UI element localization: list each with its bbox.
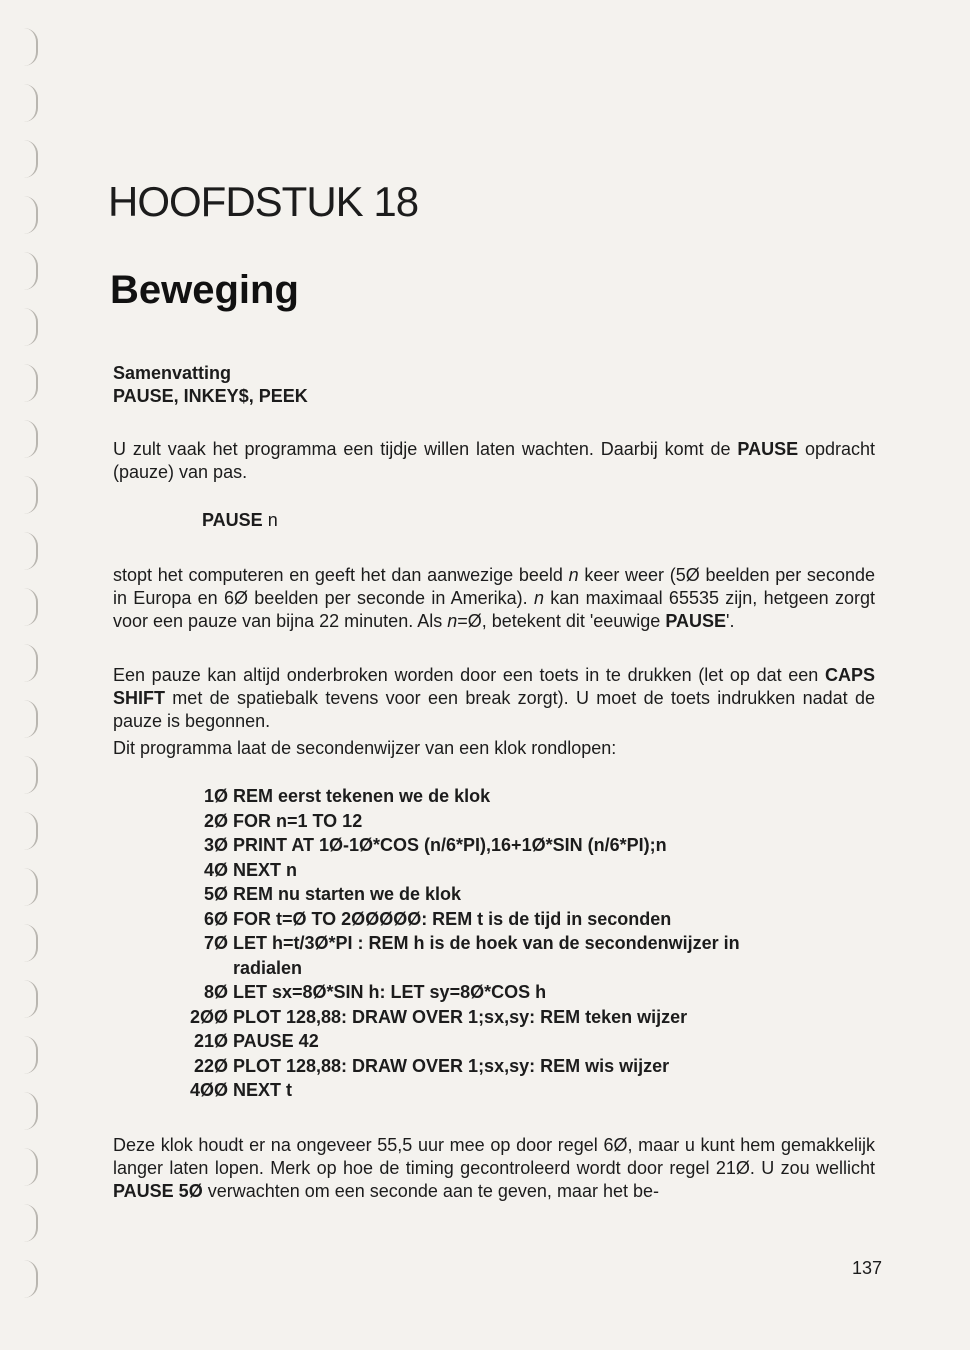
- binding-ring: [22, 420, 38, 458]
- binding-ring: [22, 1204, 38, 1242]
- binding-ring: [22, 140, 38, 178]
- page-title: Beweging: [110, 268, 299, 312]
- page-number: 137: [852, 1258, 883, 1278]
- intro-paragraph: U zult vaak het programma een tijdje willen laten wachten. Daarbij komt de PAUSE opdracht (pauze) van pas.: [113, 439, 875, 482]
- binding-ring: [22, 196, 38, 234]
- binding-ring: [22, 700, 38, 738]
- binding-ring: [22, 364, 38, 402]
- summary-block: [113, 362, 308, 408]
- program-intro: Dit programma laat de secondenwijzer van een klok rondlopen:: [113, 738, 617, 758]
- binding-ring: [22, 812, 38, 850]
- syntax-example: PAUSE n: [202, 510, 278, 530]
- binding-ring: [22, 756, 38, 794]
- binding-ring: [22, 1036, 38, 1074]
- binding-ring: [22, 308, 38, 346]
- binding-ring: [22, 588, 38, 626]
- binding-ring: [22, 644, 38, 682]
- binding-ring: [22, 1148, 38, 1186]
- summary-keywords: PAUSE, INKEY$, PEEK: [113, 386, 308, 406]
- binding-ring: [22, 1260, 38, 1298]
- chapter-heading: HOOFDSTUK 18: [108, 178, 419, 225]
- binding-ring: [22, 476, 38, 514]
- break-explanation: Een pauze kan altijd onderbroken worden door een toets in te drukken (let op dat een CAPS SHIFT met de spatiebalk tevens voor een break zorgt). U moet de toets indrukken nadat de pauze is begonnen.: [113, 665, 875, 731]
- binding-ring: [22, 252, 38, 290]
- spiral-binding: [0, 0, 60, 1350]
- closing-paragraph: Deze klok houdt er na ongeveer 55,5 uur mee op door regel 6Ø, maar u kunt hem gemakkelijk langer laten lopen. Merk op hoe de timing gecontroleerd wordt door regel 21Ø. U zou wellicht PAUSE 5Ø verwachten om een seconde aan te geven, maar het be-: [113, 1135, 875, 1201]
- binding-ring: [22, 532, 38, 570]
- summary-heading: Samenvatting: [113, 363, 232, 383]
- binding-ring: [22, 28, 38, 66]
- book-page: HOOFDSTUK 18 Beweging Samenvatting PAUSE, INKEY$, PEEK U zult vaak het programma een tijdje willen laten wachten. Daarbij komt de PAUSE opdracht (pauze) van pas. PAUSE n stopt het computeren en geeft het dan aanwezige beeld n keer weer (5Ø beelden per seconde in Europa en 6Ø beelden per seconde in Amerika). n kan maximaal 65535 zijn, hetgeen zorgt voor een pauze van bijna 22 minuten. Als n=Ø, betekent dit 'eeuwige PAUSE'. Een pauze kan altijd onderbroken worden door een toets in te drukken (let op dat een CAPS SHIFT met de spatiebalk tevens voor een break zorgt). U moet de toets indrukken nadat de pauze is begonnen. Dit programma laat de secondenwijzer van een klok rondlopen: 1Ø REM eerst tekenen we de klok 2Ø FOR n=1 TO 12 3Ø PRINT AT 1Ø-1Ø*COS (n/6*PI),16+1Ø*SIN (n/6*PI);n 4Ø NEXT n 5Ø REM nu starten we de klok 6Ø FOR t=Ø TO 2ØØØØØ: REM t is de tijd in seconden 7Ø LET h=t/3Ø*PI : REM h is de hoek van de secondenwijzer in radialen 8Ø LET sx=8Ø*SIN h: LET sy=8Ø*COS h 2ØØ PLOT 128,88: DRAW OVER 1;sx,sy: REM teken wijzer 21Ø PAUSE 42 22Ø PLOT 128,88: DRAW OVER 1;sx,sy: REM wis wijzer 4ØØ NEXT t Deze klok houdt er na ongeveer 55,5 uur mee op door regel 6Ø, maar u kunt hem gemakkelijk langer laten lopen. Merk op hoe de timing gecontroleerd wordt door regel 21Ø. U zou wellicht PAUSE 5Ø verwachten om een seconde aan te geven, maar het be- 137: [0, 0, 970, 1350]
- binding-ring: [22, 980, 38, 1018]
- pause-explanation: stopt het computeren en geeft het dan aanwezige beeld n keer weer (5Ø beelden per seconde in Europa en 6Ø beelden per seconde in Amerika). n kan maximaal 65535 zijn, hetgeen zorgt voor een pauze van bijna 22 minuten. Als n=Ø, betekent dit 'eeuwige PAUSE'.: [113, 565, 875, 631]
- binding-ring: [22, 924, 38, 962]
- binding-ring: [22, 868, 38, 906]
- keyword-pause: PAUSE: [737, 439, 799, 459]
- binding-ring: [22, 84, 38, 122]
- binding-ring: [22, 1092, 38, 1130]
